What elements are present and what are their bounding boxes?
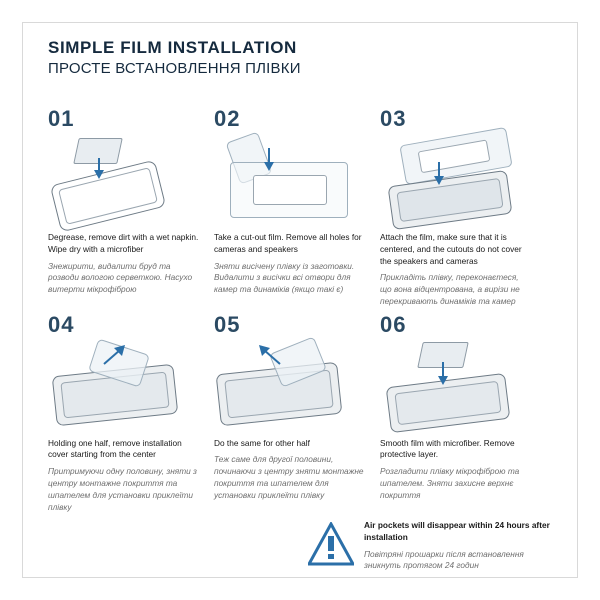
step-illustration-05 xyxy=(214,342,366,428)
phone-body xyxy=(50,160,166,233)
step-card-05 xyxy=(214,311,380,514)
step-text-en: Holding one half, remove installation cover starting from the center xyxy=(48,437,182,460)
step-text-en: Smooth film with microfiber. Remove protective layer. xyxy=(380,437,515,460)
page-title-uk: ПРОСТЕ ВСТАНОВЛЕННЯ ПЛІВКИ xyxy=(48,60,301,78)
phone-screen xyxy=(396,178,503,222)
footer-text-en: Air pockets will disappear within 24 hours after installation xyxy=(364,520,550,542)
step-text-en: Do the same for other half xyxy=(214,437,310,448)
footer-text-uk: Повітряні прошарки після встановлення зникнуть протягом 24 годин xyxy=(364,548,524,571)
film-sheet xyxy=(230,162,348,218)
step-card-02 xyxy=(214,108,380,308)
step-card-03 xyxy=(380,108,546,308)
cutout-film xyxy=(418,139,491,173)
arrow-down-icon xyxy=(432,162,446,186)
step-text-en: Take a cut-out film. Remove all holes for cameras and speakers xyxy=(214,232,362,254)
warning-exclamation-icon xyxy=(308,522,354,571)
step-illustration-03 xyxy=(380,136,532,222)
phone-screen xyxy=(394,380,501,424)
cutout-film xyxy=(253,175,327,205)
step-number: 04 xyxy=(48,311,75,337)
step-card-04 xyxy=(48,311,214,514)
step-card-06 xyxy=(380,311,546,514)
arrow-down-icon xyxy=(436,362,450,386)
step-illustration-04 xyxy=(48,342,200,428)
step-text-en: Degrease, remove dirt with a wet napkin. Wipe dry with a microfiber xyxy=(48,232,199,254)
steps-grid xyxy=(48,108,548,519)
step-text-uk: Зняти висічену плівку із заготовки. Видалити з висічки всі отвори для камер та динаміків (якщо такі є) xyxy=(214,260,355,295)
step-text-uk: Теж саме для другої половини, починаючи з центру зняти монтажне покриття та шпателем для установки приклеїти плівку xyxy=(214,454,364,500)
arrow-up-icon xyxy=(100,344,126,366)
footer-note xyxy=(308,520,556,572)
page-title-en: SIMPLE FILM INSTALLATION xyxy=(48,38,297,57)
header xyxy=(48,38,558,78)
step-card-01 xyxy=(48,108,214,308)
step-number: 02 xyxy=(214,106,241,131)
content-area xyxy=(48,38,558,571)
step-text-uk: Притримуючи одну половину, зняти з центру монтажне покриття та шпателем для установки приклеїти плівку xyxy=(48,466,197,512)
arrow-up-icon xyxy=(258,344,284,366)
step-number: 06 xyxy=(380,311,407,337)
step-text-uk: Прикладіть плівку, переконаєтеся, що вона відцентрована, а вирізи не перекривають динаміків та камер xyxy=(380,272,520,306)
step-number: 01 xyxy=(48,106,75,131)
arrow-down-icon xyxy=(92,158,106,180)
step-illustration-02 xyxy=(214,136,366,222)
footer-text-block xyxy=(364,520,556,572)
step-number: 05 xyxy=(214,311,241,337)
step-illustration-06 xyxy=(380,342,532,428)
step-illustration-01 xyxy=(48,136,200,222)
step-text-uk: Розгладити плівку мікрофіброю та шпателем. Зняти захисне верхнє покриття xyxy=(380,466,520,500)
step-text-uk: Знежирити, видалити бруд та розводи вологою серветкою. Насухо витерти мікрофіброю xyxy=(48,260,193,295)
step-number: 03 xyxy=(380,106,407,131)
step-text-en: Attach the film, make sure that it is centered, and the cutouts do not cover the speakers and cameras xyxy=(380,232,522,266)
phone-screen xyxy=(58,167,158,225)
arrow-down-icon xyxy=(262,148,276,172)
